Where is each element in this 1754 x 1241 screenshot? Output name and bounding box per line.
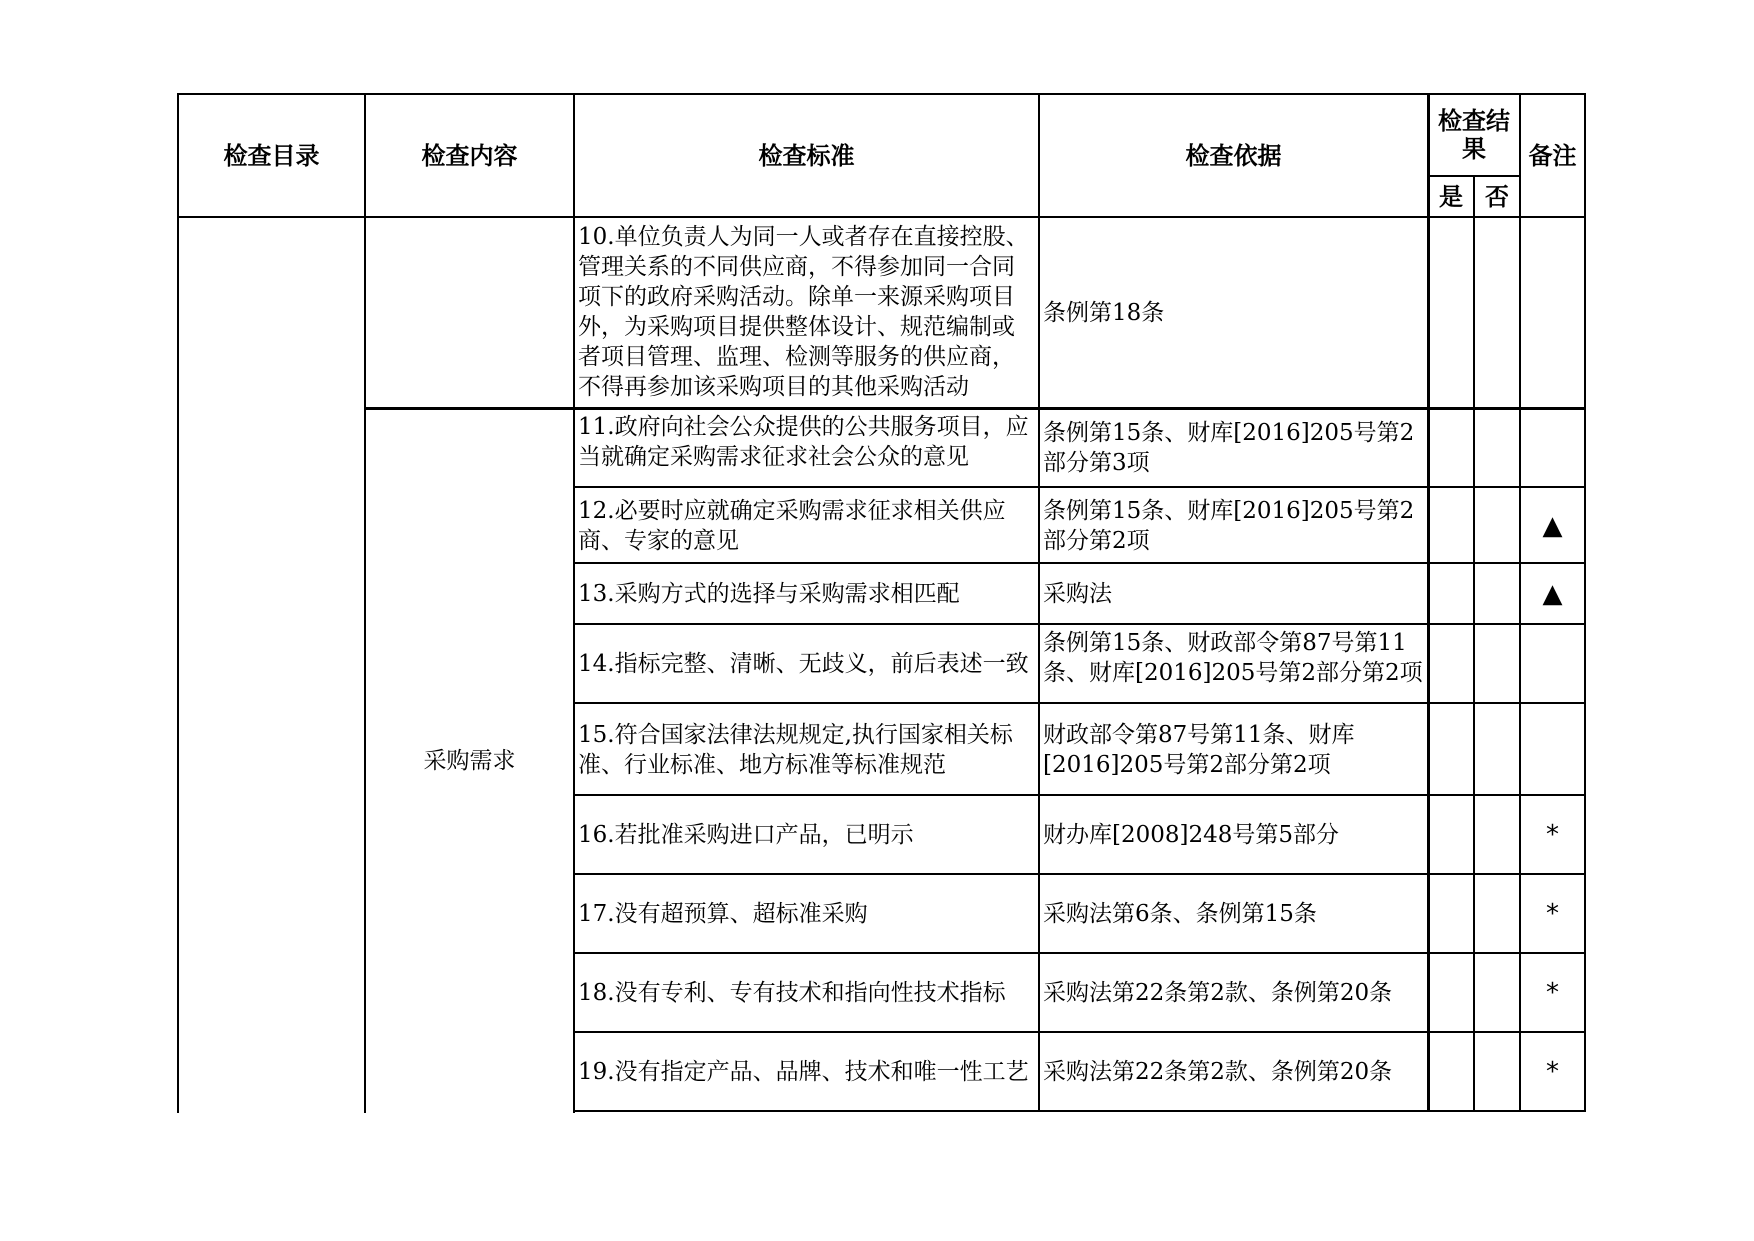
row-11-basis: 条例第15条、财库[2016]205号第2部分第3项 — [1043, 420, 1415, 476]
row-18-standard: 18.没有专利、专有技术和指向性技术指标 — [578, 980, 1006, 1006]
row-15-standard: 15.符合国家法律法规规定,执行国家相关标准、行业标准、地方标准等标准规范 — [578, 721, 1013, 778]
grid-line — [1427, 93, 1430, 1112]
grid-line — [364, 407, 1586, 410]
row-15-basis: 财政部令第87号第11条、财库[2016]205号第2部分第2项 — [1043, 721, 1355, 778]
row-16-basis: 财办库[2008]248号第5部分 — [1043, 822, 1340, 848]
grid-line — [573, 1031, 1586, 1033]
header-no: 否 — [1485, 182, 1509, 211]
header-catalog: 检查目录 — [223, 141, 320, 170]
header-content: 检查内容 — [421, 141, 518, 170]
grid-line — [1584, 93, 1586, 1112]
row-15-remark — [1520, 704, 1585, 795]
row-19-basis: 采购法第22条第2款、条例第20条 — [1043, 1059, 1393, 1085]
header-yes: 是 — [1439, 182, 1463, 211]
header-result: 检查结果 — [1438, 107, 1510, 163]
grid-line — [573, 1110, 1586, 1112]
group-procurement-demand: 采购需求 — [423, 747, 516, 774]
row-16-remark: * — [1546, 820, 1559, 850]
row-17-remark: * — [1546, 899, 1559, 929]
row-11-remark — [1520, 409, 1585, 487]
header-remark: 备注 — [1528, 141, 1577, 170]
row-18-basis: 采购法第22条第2款、条例第20条 — [1043, 980, 1393, 1006]
row-18-remark: * — [1546, 978, 1559, 1008]
header-standard: 检查标准 — [758, 141, 855, 170]
row-19-standard: 19.没有指定产品、品牌、技术和唯一性工艺 — [578, 1059, 1029, 1085]
row-10-remark — [1520, 218, 1585, 407]
row-14-remark — [1520, 625, 1585, 703]
row-11-standard: 11.政府向社会公众提供的公共服务项目，应当就确定采购需求征求社会公众的意见 — [578, 414, 1029, 470]
row-17-basis: 采购法第6条、条例第15条 — [1043, 901, 1317, 927]
grid-line — [573, 702, 1586, 704]
row-14-basis: 条例第15条、财政部令第87号第11条、财库[2016]205号第2部分第2项 — [1043, 630, 1423, 686]
row-19-remark: * — [1546, 1057, 1559, 1087]
grid-line — [1038, 93, 1040, 1112]
grid-line — [177, 216, 1586, 218]
header-basis: 检查依据 — [1185, 141, 1282, 170]
row-12-remark: ▲ — [1542, 510, 1563, 541]
grid-line — [177, 93, 1586, 95]
grid-line — [364, 93, 366, 1113]
grid-line — [573, 873, 1586, 875]
grid-line — [177, 93, 179, 1113]
grid-line — [1519, 93, 1521, 1112]
row-10-basis: 条例第18条 — [1043, 299, 1165, 326]
row-10-standard: 10.单位负责人为同一人或者存在直接控股、管理关系的不同供应商，不得参加同一合同项下的政府采购活动。除单一来源采购项目外，为采购项目提供整体设计、规范编制或者项目管理、监理、检测等服务的供应商，不得再参加该采购项目的其他采购活动 — [578, 224, 1029, 400]
row-17-standard: 17.没有超预算、超标准采购 — [578, 901, 868, 927]
grid-line — [573, 952, 1586, 954]
grid-line — [1473, 175, 1475, 1112]
row-12-basis: 条例第15条、财库[2016]205号第2部分第2项 — [1043, 497, 1415, 554]
grid-line — [573, 93, 575, 1113]
row-13-remark: ▲ — [1542, 579, 1563, 609]
grid-line — [573, 623, 1586, 625]
row-13-standard: 13.采购方式的选择与采购需求相匹配 — [578, 581, 960, 607]
row-12-standard: 12.必要时应就确定采购需求征求相关供应商、专家的意见 — [578, 497, 1006, 554]
grid-line — [573, 562, 1586, 564]
row-13-basis: 采购法 — [1043, 581, 1112, 607]
row-14-standard: 14.指标完整、清晰、无歧义，前后表述一致 — [578, 651, 1029, 677]
grid-line — [573, 486, 1586, 488]
row-16-standard: 16.若批准采购进口产品，已明示 — [578, 822, 914, 848]
grid-line — [573, 794, 1586, 796]
grid-line — [1427, 175, 1521, 177]
